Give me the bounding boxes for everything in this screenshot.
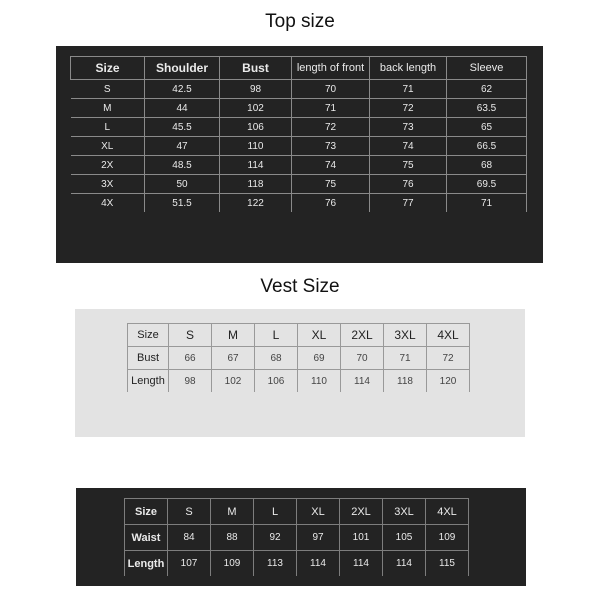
table-cell: 122 bbox=[220, 194, 292, 213]
table-row bbox=[71, 137, 527, 156]
table-cell: S bbox=[71, 80, 145, 99]
table-cell: 115 bbox=[426, 551, 469, 577]
table-cell: 110 bbox=[220, 137, 292, 156]
table-cell: 107 bbox=[168, 551, 211, 577]
column-header: 2XL bbox=[340, 499, 383, 525]
table-cell: 114 bbox=[340, 551, 383, 577]
table-cell: XL bbox=[71, 137, 145, 156]
table-header-row bbox=[125, 499, 469, 525]
table-cell: 44 bbox=[145, 99, 220, 118]
table-cell: 84 bbox=[168, 525, 211, 551]
row-label: Length bbox=[128, 370, 169, 393]
table-cell: 106 bbox=[220, 118, 292, 137]
row-label: Waist bbox=[125, 525, 168, 551]
table-cell: 42.5 bbox=[145, 80, 220, 99]
table-row bbox=[125, 525, 469, 551]
table-cell: 98 bbox=[220, 80, 292, 99]
column-header: Size bbox=[128, 324, 169, 347]
pants-size-table bbox=[124, 498, 469, 576]
table-cell: 70 bbox=[292, 80, 370, 99]
table-cell: 4X bbox=[71, 194, 145, 213]
row-label: Length bbox=[125, 551, 168, 577]
table-cell: L bbox=[71, 118, 145, 137]
table-cell: 106 bbox=[255, 370, 298, 393]
table-cell: 97 bbox=[297, 525, 340, 551]
row-label: Bust bbox=[128, 347, 169, 370]
table-cell: 3X bbox=[71, 175, 145, 194]
column-header: Size bbox=[71, 57, 145, 80]
top-size-title: Top size bbox=[265, 11, 335, 32]
column-header: Size bbox=[125, 499, 168, 525]
table-cell: 69.5 bbox=[447, 175, 527, 194]
table-row bbox=[71, 156, 527, 175]
table-cell: 66 bbox=[169, 347, 212, 370]
column-header: back length bbox=[370, 57, 447, 80]
column-header: XL bbox=[297, 499, 340, 525]
table-row bbox=[71, 80, 527, 99]
column-header: Sleeve bbox=[447, 57, 527, 80]
table-cell: 110 bbox=[298, 370, 341, 393]
table-cell: 62 bbox=[447, 80, 527, 99]
table-cell: 76 bbox=[292, 194, 370, 213]
table-cell: 51.5 bbox=[145, 194, 220, 213]
table-cell: 47 bbox=[145, 137, 220, 156]
column-header: L bbox=[255, 324, 298, 347]
table-cell: 109 bbox=[211, 551, 254, 577]
table-cell: 101 bbox=[340, 525, 383, 551]
table-cell: 66.5 bbox=[447, 137, 527, 156]
column-header: 4XL bbox=[427, 324, 470, 347]
table-cell: M bbox=[71, 99, 145, 118]
table-cell: 68 bbox=[255, 347, 298, 370]
column-header: M bbox=[212, 324, 255, 347]
column-header: S bbox=[169, 324, 212, 347]
top-size-table bbox=[70, 56, 527, 212]
table-header-row bbox=[71, 57, 527, 80]
table-row bbox=[71, 175, 527, 194]
pants-size-panel bbox=[76, 488, 526, 586]
table-cell: 71 bbox=[384, 347, 427, 370]
table-cell: 114 bbox=[341, 370, 384, 393]
table-cell: 114 bbox=[383, 551, 426, 577]
top-size-panel bbox=[56, 46, 543, 263]
column-header: 3XL bbox=[383, 499, 426, 525]
table-cell: 69 bbox=[298, 347, 341, 370]
table-row bbox=[71, 194, 527, 213]
column-header: length of front bbox=[292, 57, 370, 80]
table-cell: 102 bbox=[212, 370, 255, 393]
table-row bbox=[71, 99, 527, 118]
column-header: XL bbox=[298, 324, 341, 347]
table-cell: 50 bbox=[145, 175, 220, 194]
column-header: L bbox=[254, 499, 297, 525]
table-cell: 72 bbox=[427, 347, 470, 370]
table-cell: 73 bbox=[292, 137, 370, 156]
table-cell: 70 bbox=[341, 347, 384, 370]
vest-size-panel bbox=[75, 309, 525, 437]
table-cell: 74 bbox=[370, 137, 447, 156]
table-cell: 75 bbox=[292, 175, 370, 194]
table-cell: 114 bbox=[297, 551, 340, 577]
table-cell: 72 bbox=[292, 118, 370, 137]
table-cell: 98 bbox=[169, 370, 212, 393]
column-header: 4XL bbox=[426, 499, 469, 525]
table-cell: 114 bbox=[220, 156, 292, 175]
table-row bbox=[128, 347, 470, 370]
table-cell: 109 bbox=[426, 525, 469, 551]
table-cell: 2X bbox=[71, 156, 145, 175]
table-cell: 67 bbox=[212, 347, 255, 370]
table-cell: 120 bbox=[427, 370, 470, 393]
table-cell: 48.5 bbox=[145, 156, 220, 175]
column-header: 3XL bbox=[384, 324, 427, 347]
vest-size-table bbox=[127, 323, 470, 392]
table-cell: 92 bbox=[254, 525, 297, 551]
table-cell: 75 bbox=[370, 156, 447, 175]
column-header: M bbox=[211, 499, 254, 525]
table-cell: 88 bbox=[211, 525, 254, 551]
table-cell: 102 bbox=[220, 99, 292, 118]
table-cell: 77 bbox=[370, 194, 447, 213]
column-header: S bbox=[168, 499, 211, 525]
vest-size-title: Vest Size bbox=[260, 276, 340, 297]
table-cell: 71 bbox=[292, 99, 370, 118]
table-cell: 71 bbox=[370, 80, 447, 99]
column-header: Shoulder bbox=[145, 57, 220, 80]
table-cell: 118 bbox=[220, 175, 292, 194]
table-cell: 118 bbox=[384, 370, 427, 393]
table-row bbox=[128, 370, 470, 393]
table-cell: 63.5 bbox=[447, 99, 527, 118]
table-row bbox=[125, 551, 469, 577]
table-cell: 68 bbox=[447, 156, 527, 175]
table-cell: 65 bbox=[447, 118, 527, 137]
table-cell: 72 bbox=[370, 99, 447, 118]
column-header: Bust bbox=[220, 57, 292, 80]
table-cell: 76 bbox=[370, 175, 447, 194]
table-cell: 74 bbox=[292, 156, 370, 175]
table-cell: 73 bbox=[370, 118, 447, 137]
table-header-row bbox=[128, 324, 470, 347]
table-cell: 45.5 bbox=[145, 118, 220, 137]
table-row bbox=[71, 118, 527, 137]
column-header: 2XL bbox=[341, 324, 384, 347]
table-cell: 71 bbox=[447, 194, 527, 213]
table-cell: 113 bbox=[254, 551, 297, 577]
table-cell: 105 bbox=[383, 525, 426, 551]
